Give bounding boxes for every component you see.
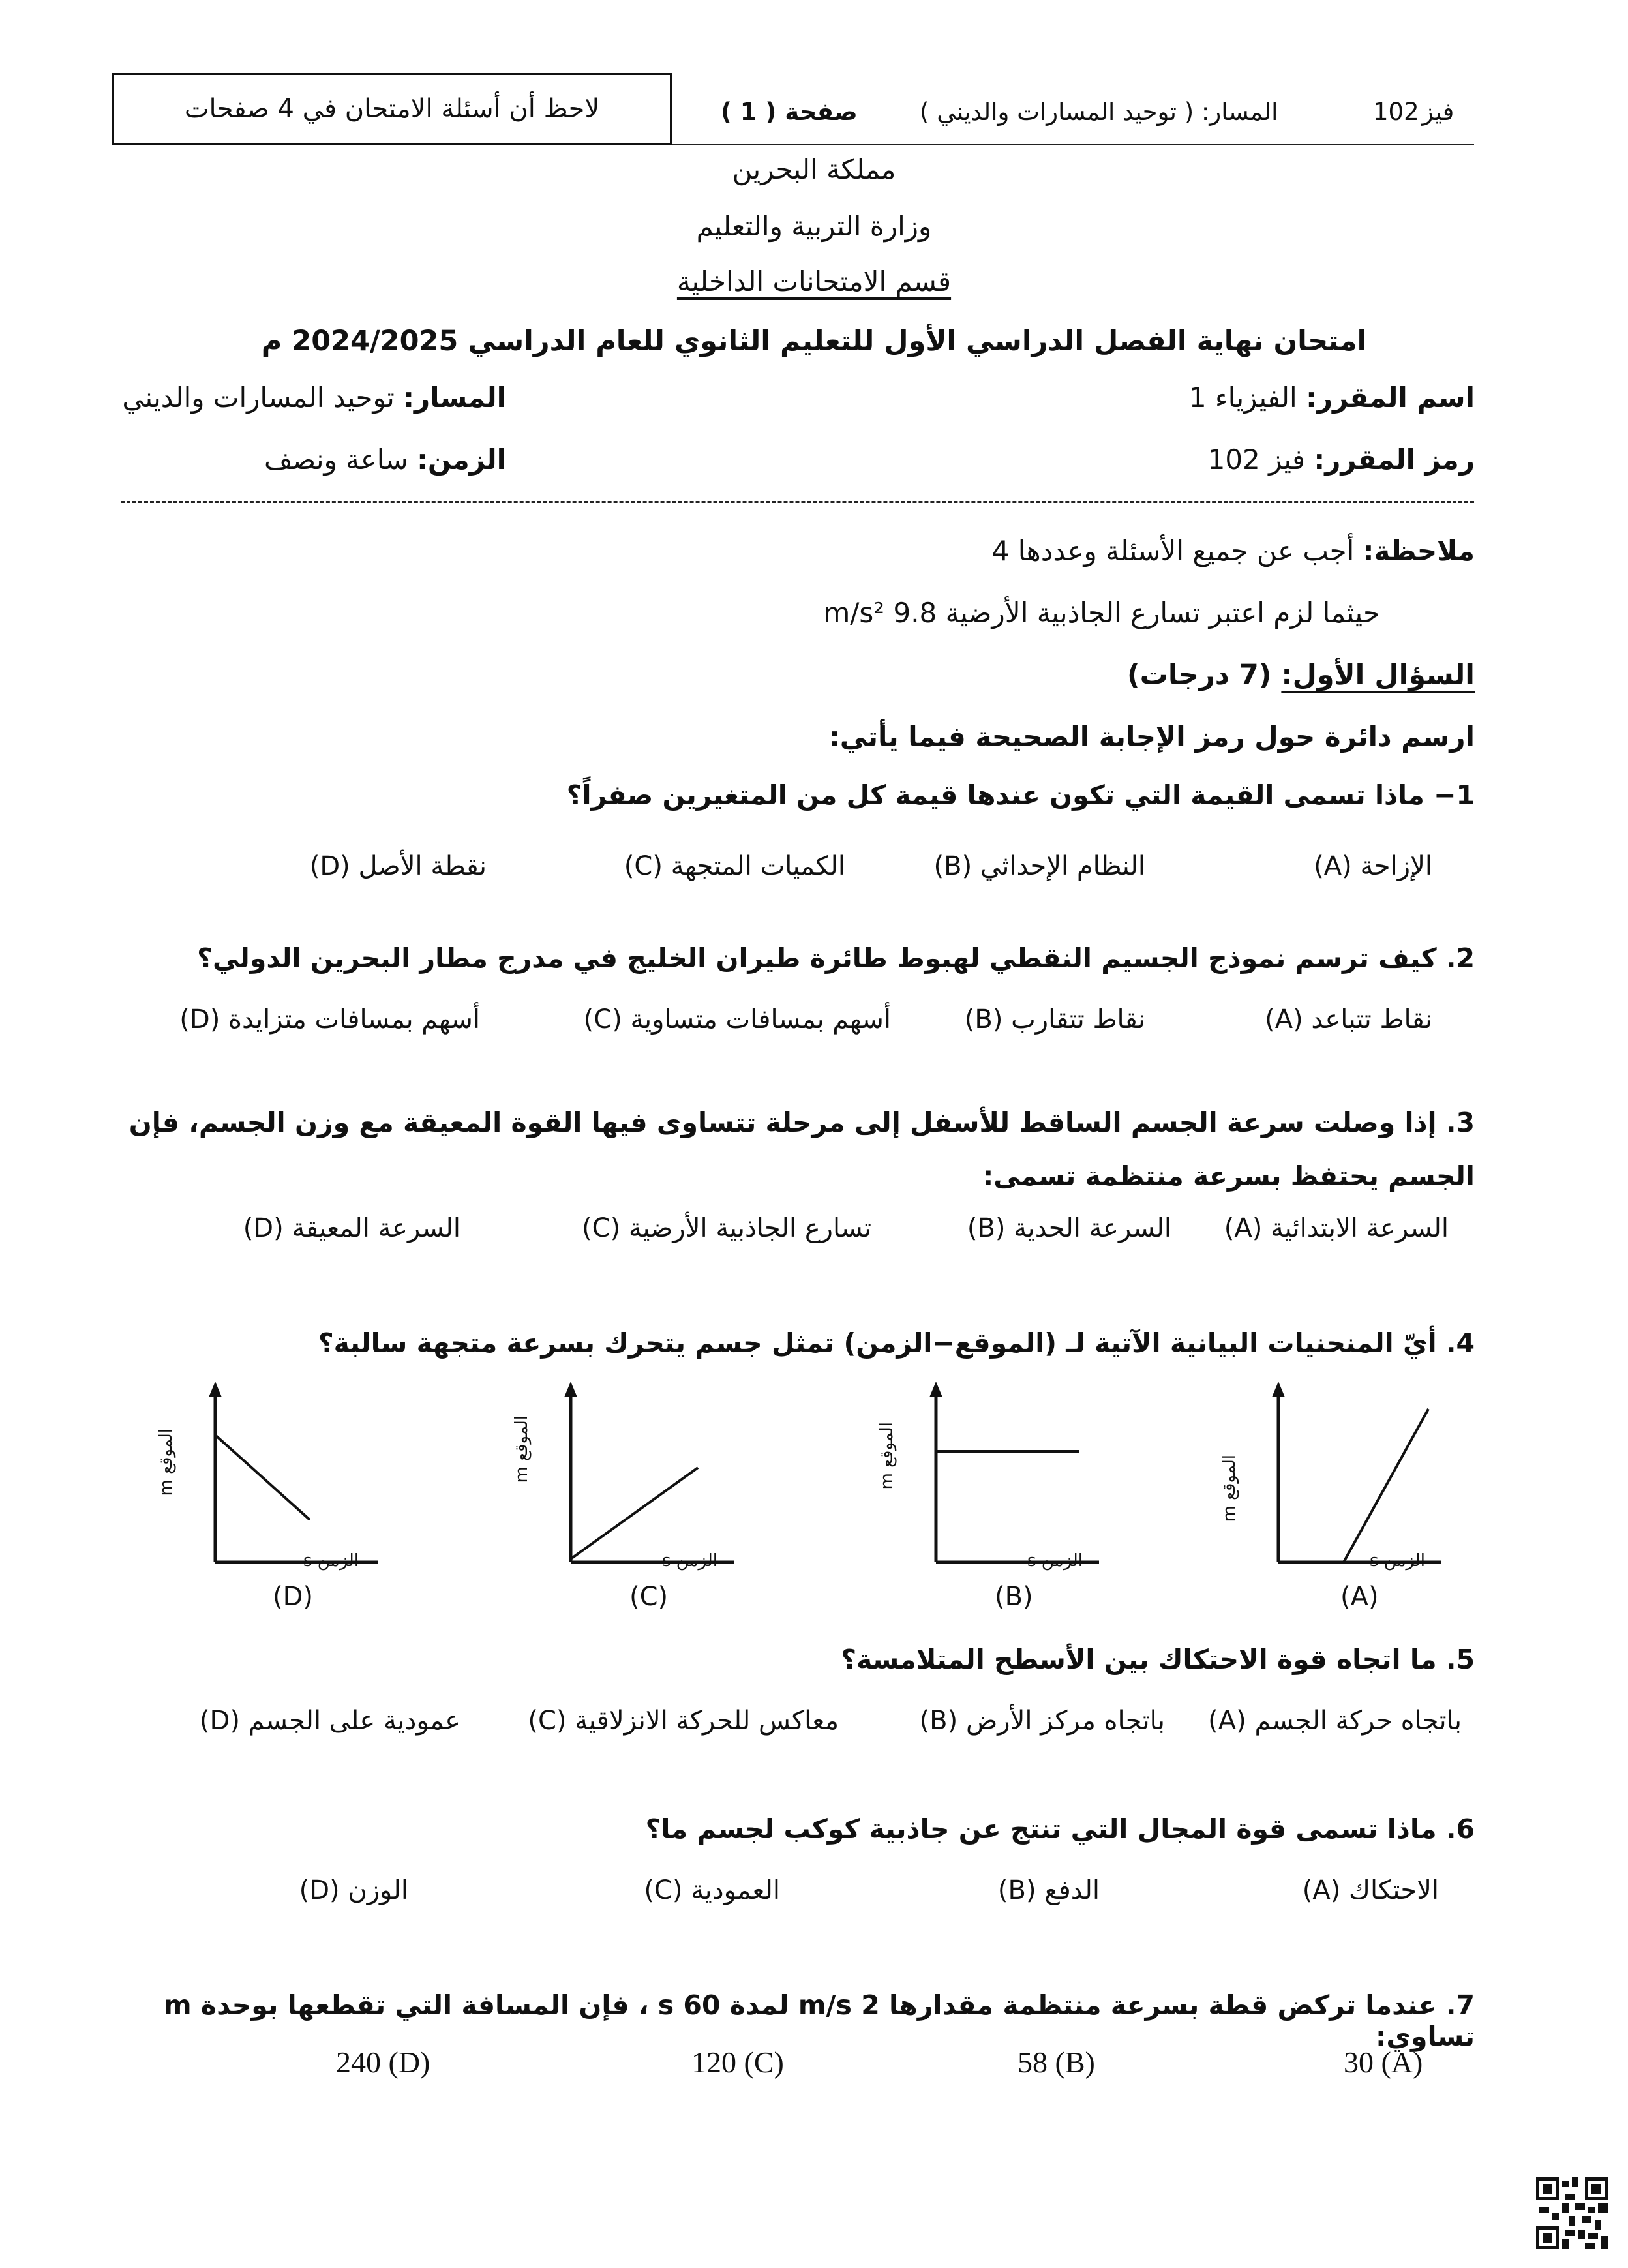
course-code-number: 102: [1373, 98, 1419, 126]
question-2: 2. كيف ترسم نموذج الجسيم النقطي لهبوط طائرة طيران الخليج في مدرج مطار البحرين الدولي؟: [197, 943, 1475, 974]
track-value: توحيد المسارات والديني: [122, 382, 395, 414]
graph-c-label: (C): [629, 1582, 669, 1612]
section-marks: (7 درجات): [1127, 659, 1272, 691]
track-label: المسار:: [403, 382, 506, 414]
q2-option-a[interactable]: (A) نقاط تتباعد: [1265, 1005, 1432, 1035]
q5-option-a[interactable]: (A) باتجاه حركة الجسم: [1208, 1706, 1462, 1736]
graph-b-x-label: الزمن s: [1027, 1551, 1083, 1571]
exam-title: امتحان نهاية الفصل الدراسي الأول للتعليم الثانوي للعام الدراسي 2024/2025 م: [261, 325, 1367, 357]
graph-d-x-label: الزمن s: [303, 1551, 359, 1571]
qr-code-icon: [1536, 2177, 1608, 2249]
time-value: ساعة ونصف: [264, 444, 408, 476]
q2-option-d[interactable]: (D) أسهم بمسافات متزايدة: [179, 1005, 480, 1035]
page-count-notice: لاحظ أن أسئلة الامتحان في 4 صفحات: [112, 73, 672, 145]
course-name-value: الفيزياء 1: [1188, 382, 1297, 414]
separator-dashed: [121, 501, 1474, 503]
q1-option-d[interactable]: (D) نقطة الأصل: [309, 851, 487, 881]
graph-c-y-label: الموقع m: [512, 1415, 532, 1483]
question-7: 7. عندما تركض قطة بسرعة منتظمة مقدارها 2 m/s لمدة 60 s ، فإن المسافة التي تقطعها بوحدة m تساوي:: [163, 1989, 1475, 2052]
gravity-note: حيثما لزم اعتبر تسارع الجاذبية الأرضية 9.8 m/s²: [823, 597, 1380, 629]
course-code-info-value: فيز 102: [1207, 444, 1306, 476]
q6-option-c[interactable]: (C) العمودية: [644, 1875, 780, 1905]
graph-b-y-label: الموقع m: [877, 1422, 897, 1490]
q3-option-b[interactable]: (B) السرعة الحدية: [967, 1213, 1171, 1243]
department-name: قسم الامتحانات الداخلية: [676, 265, 952, 297]
track-row: [122, 382, 506, 414]
header-track: المسار: ( توحيد المسارات والديني ): [920, 98, 1278, 126]
header-page-number: صفحة ( 1 ): [721, 98, 858, 126]
q7-option-d[interactable]: 240 (D): [336, 2046, 430, 2079]
graph-d-y-label: الموقع m: [157, 1429, 176, 1496]
graph-b-label: (B): [995, 1582, 1033, 1612]
q5-option-b[interactable]: (B) باتجاه مركز الأرض: [919, 1706, 1165, 1736]
graph-a-x-label: الزمن s: [1370, 1551, 1426, 1571]
course-code-info-label: رمز المقرر:: [1314, 444, 1475, 476]
graph-a-y-label: الموقع m: [1220, 1455, 1239, 1522]
q1-option-c[interactable]: (C) الكميات المتجهة: [624, 851, 845, 881]
q7-option-b[interactable]: 58 (B): [1018, 2046, 1095, 2079]
q1-option-b[interactable]: (B) النظام الإحداثي: [933, 851, 1145, 881]
course-name-row: [1189, 382, 1475, 414]
q3-option-c[interactable]: (C) تسارع الجاذبية الأرضية: [582, 1213, 871, 1243]
ministry-name: وزارة التربية والتعليم: [696, 210, 932, 242]
q2-option-c[interactable]: (C) أسهم بمسافات متساوية: [583, 1005, 891, 1035]
graph-d-label: (D): [273, 1582, 314, 1612]
time-row: [264, 444, 506, 476]
course-code-row: [1208, 444, 1475, 476]
q5-option-d[interactable]: (D) عمودية على الجسم: [199, 1706, 460, 1736]
q3-option-d[interactable]: (D) السرعة المعيقة: [243, 1213, 460, 1243]
graph-c-x-label: الزمن s: [662, 1551, 718, 1571]
q2-option-b[interactable]: (B) نقاط تتقارب: [964, 1005, 1145, 1035]
question-4: 4. أيّ المنحنيات البيانية الآتية لـ (الموقع−الزمن) تمثل جسم يتحرك بسرعة متجهة سالبة؟: [318, 1327, 1475, 1359]
graph-a-label: (A): [1340, 1582, 1379, 1612]
course-code-label: فيز: [1422, 98, 1455, 126]
question-3: 3. إذا وصلت سرعة الجسم الساقط للأسفل إلى مرحلة تتساوى فيها القوة المعيقة مع وزن الجسم، فإن الجسم يحتفظ بسرعة منتظمة تسمى:: [128, 1107, 1475, 1192]
question-5: 5. ما اتجاه قوة الاحتكاك بين الأسطح المتلامسة؟: [841, 1644, 1475, 1675]
section-title-row: [1127, 659, 1475, 691]
q6-option-b[interactable]: (B) الدفع: [997, 1875, 1100, 1905]
header-rule: [672, 144, 1474, 145]
section-instruction: ارسم دائرة حول رمز الإجابة الصحيحة فيما يأتي:: [829, 721, 1475, 753]
question-6: 6. ماذا تسمى قوة المجال التي تنتج عن جاذبية كوكب لجسم ما؟: [645, 1813, 1475, 1845]
q6-option-a[interactable]: (A) الاحتكاك: [1302, 1875, 1439, 1905]
q3-option-a[interactable]: (A) السرعة الابتدائية: [1224, 1213, 1449, 1243]
q6-option-d[interactable]: (D) الوزن: [299, 1875, 408, 1905]
q5-option-c[interactable]: (C) معاكس للحركة الانزلاقية: [528, 1706, 839, 1736]
note-text: أجب عن جميع الأسئلة وعددها 4: [991, 535, 1355, 567]
q7-option-c[interactable]: 120 (C): [691, 2046, 784, 2079]
question-1: 1− ماذا تسمى القيمة التي تكون عندها قيمة كل من المتغيرين صفراً؟: [566, 779, 1475, 811]
course-name-label: اسم المقرر:: [1306, 382, 1475, 414]
section-title: السؤال الأول:: [1281, 659, 1475, 691]
q7-option-a[interactable]: 30 (A): [1344, 2046, 1423, 2079]
time-label: الزمن:: [417, 444, 506, 476]
kingdom-name: مملكة البحرين: [732, 153, 896, 185]
q1-option-a[interactable]: (A) الإزاحة: [1314, 851, 1432, 881]
note-row: [992, 535, 1475, 567]
note-label: ملاحظة:: [1363, 535, 1475, 567]
